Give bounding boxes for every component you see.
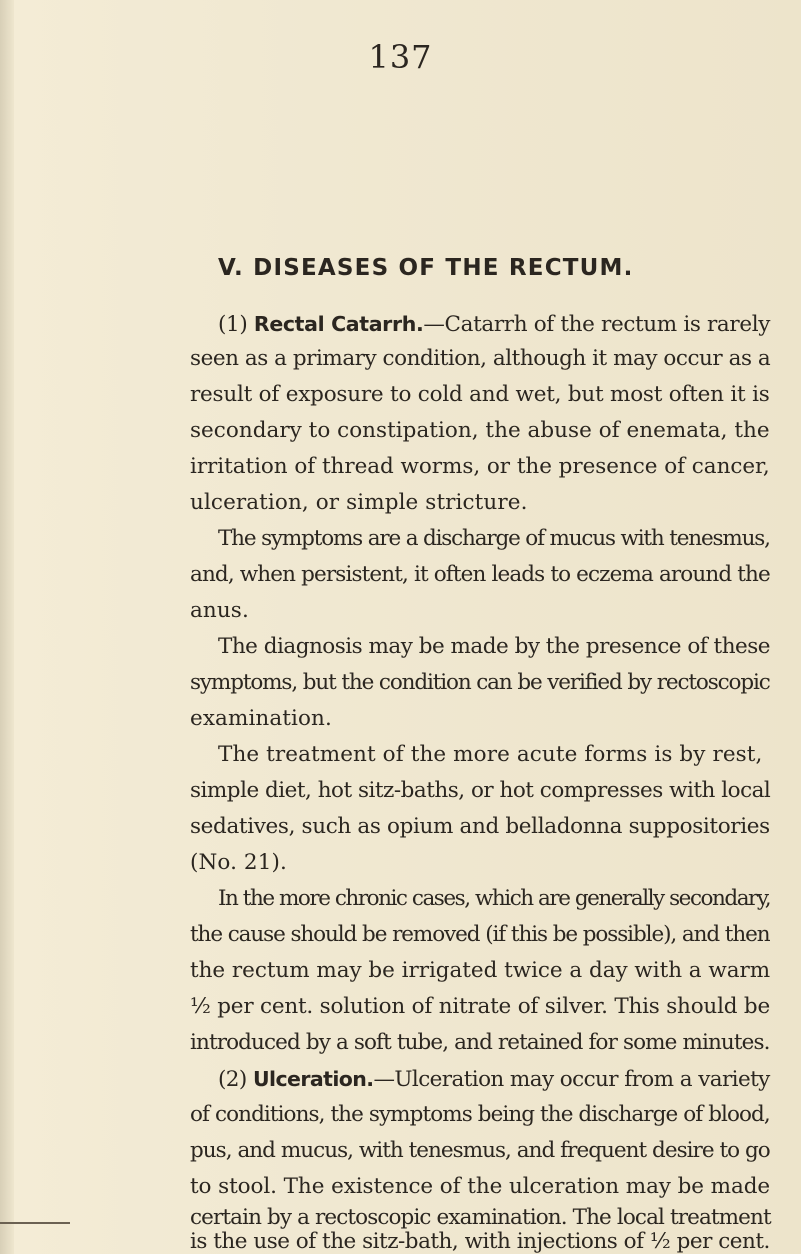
body-line-22 <box>218 1067 770 1092</box>
body-line-24: pus, and mucus, with tenesmus, and frequent desire to go <box>190 1138 770 1163</box>
body-line-21: introduced by a soft tube, and retained for some minutes. <box>190 1030 770 1055</box>
body-line-17: In the more chronic cases, which are generally secondary, <box>218 886 771 911</box>
body-line-23: of conditions, the symptoms being the discharge of blood, <box>190 1102 770 1127</box>
body-line-1 <box>218 312 770 337</box>
body-line-18: the cause should be removed (if this be possible), and then <box>190 922 770 947</box>
body-line-4: secondary to constipation, the abuse of enemata, the <box>190 418 770 443</box>
page-edge-rule <box>0 1222 70 1224</box>
body-line-9: anus. <box>190 598 249 623</box>
body-line-7: The symptoms are a discharge of mucus with tenesmus, <box>218 526 770 551</box>
line-text: —Ulceration may occur from a variety <box>373 1067 770 1092</box>
section-heading-rectal-catarrh: Rectal Catarrh. <box>253 312 424 336</box>
body-line-12: examination. <box>190 706 332 731</box>
body-line-13: The treatment of the more acute forms is by rest, <box>218 742 763 767</box>
body-line-26: certain by a rectoscopic examination. The local treatment <box>190 1205 771 1230</box>
section-number: (2) <box>218 1067 247 1092</box>
body-line-19: the rectum may be irrigated twice a day with a warm <box>190 958 771 983</box>
body-line-14: simple diet, hot sitz-baths, or hot compresses with local <box>190 778 771 803</box>
body-line-3: result of exposure to cold and wet, but most often it is <box>190 382 770 407</box>
line-text: —Catarrh of the rectum is rarely <box>423 312 771 337</box>
body-line-16: (No. 21). <box>190 850 287 875</box>
body-line-11: symptoms, but the condition can be verified by rectoscopic <box>190 670 770 695</box>
body-line-10: The diagnosis may be made by the presence of these <box>218 634 771 659</box>
page-gutter-shadow <box>0 0 14 1254</box>
body-line-8: and, when persistent, it often leads to eczema around the <box>190 562 770 587</box>
body-line-27: is the use of the sitz-bath, with injections of ½ per cent. <box>190 1229 770 1254</box>
body-line-15: sedatives, such as opium and belladonna suppositories <box>190 814 770 839</box>
body-line-25: to stool. The existence of the ulceration may be made <box>190 1174 771 1199</box>
section-number: (1) <box>218 312 248 337</box>
page-number: 137 <box>368 38 433 76</box>
body-line-2: seen as a primary condition, although it may occur as a <box>190 346 771 371</box>
body-line-5: irritation of thread worms, or the presence of cancer, <box>190 454 770 479</box>
body-line-20: ½ per cent. solution of nitrate of silver. This should be <box>190 994 770 1019</box>
chapter-title: V. DISEASES OF THE RECTUM. <box>218 255 634 281</box>
section-heading-ulceration: Ulceration. <box>252 1067 374 1091</box>
body-line-6: ulceration, or simple stricture. <box>190 490 528 515</box>
